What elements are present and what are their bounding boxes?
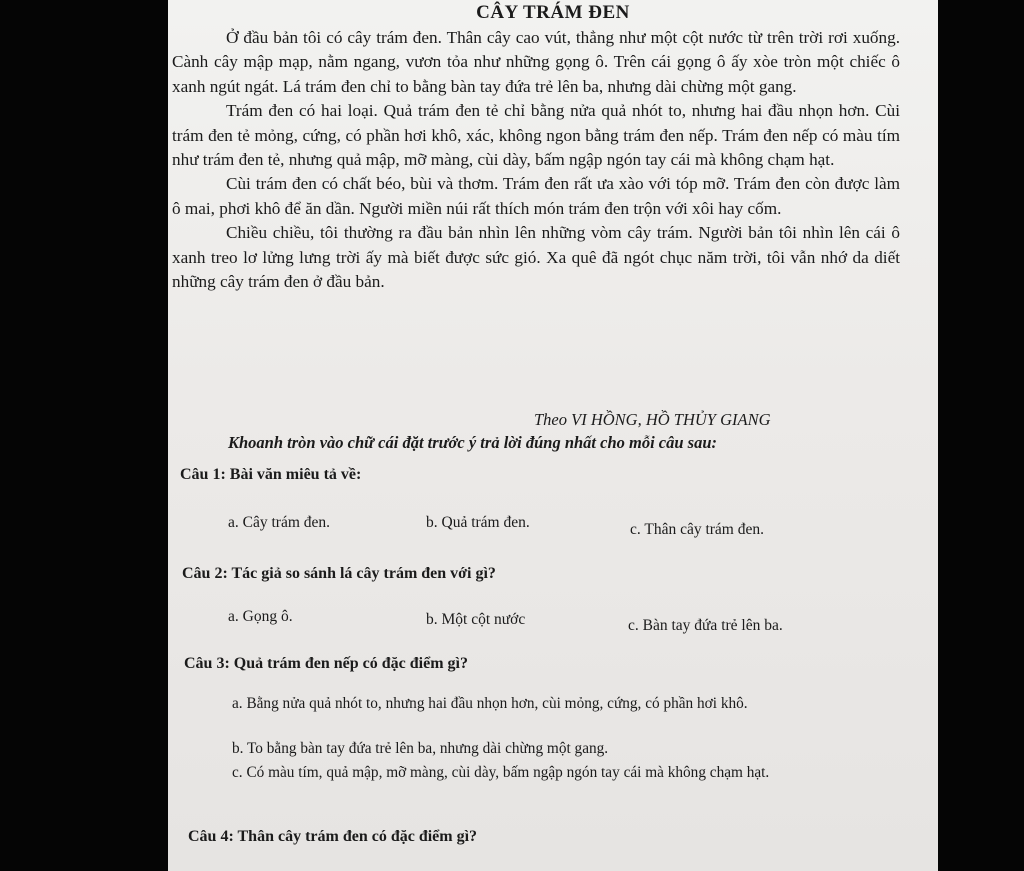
passage-paragraph: Trám đen có hai loại. Quả trám đen tẻ chỉ bằng nửa quả nhót to, nhưng hai đầu nhọn hơn. Cùi trám đen tẻ mỏng, cứng, có phần hơi khô, xác, không ngon bằng trám đen nếp. Trám đen nếp có màu tím như trám đen tẻ, nhưng quả mập, mỡ màng, cùi dày, bấm ngập ngón tay cái mà không chạm hạt. [172,101,900,170]
worksheet-page [168,0,938,871]
question-1-label: Câu 1: Bài văn miêu tả về: [180,466,362,483]
question-3-option-b: b. To bằng bàn tay đứa trẻ lên ba, nhưng dài chừng một gang. [232,740,609,757]
question-3-label: Câu 3: Quả trám đen nếp có đặc điểm gì? [184,655,468,672]
question-4-label: Câu 4: Thân cây trám đen có đặc điểm gì? [188,828,478,845]
question-2-option-c: c. Bàn tay đứa trẻ lên ba. [628,617,783,634]
passage-paragraph: Ở đầu bản tôi có cây trám đen. Thân cây cao vút, thẳng như một cột nước từ trên trời rơi xuống. Cành cây mập mạp, nằm ngang, vươn tỏa như những gọng ô. Trên cái gọng ô ấy xòe tròn một chiếc ô xanh ngút ngát. Lá trám đen chỉ to bằng bàn tay đứa trẻ lên ba, nhưng dài chừng một gang. [172,28,900,96]
question-3-option-a: a. Bằng nửa quả nhót to, nhưng hai đầu nhọn hơn, cùi mỏng, cứng, có phần hơi khô. [232,695,748,712]
question-3-option-c: c. Có màu tím, quả mập, mỡ màng, cùi dày, bấm ngập ngón tay cái mà không chạm hạt. [232,764,770,781]
photo-dark-border-right [938,0,1024,871]
question-1-option-a: a. Cây trám đen. [228,514,331,531]
passage-paragraph: Cùi trám đen có chất béo, bùi và thơm. Trám đen rất ưa xào với tóp mỡ. Trám đen còn được làm ô mai, phơi khô để ăn dần. Người miền núi rất thích món trám đen trộn với xôi hay cốm. [172,174,900,218]
photo-dark-border-left [0,0,168,871]
question-1-option-c: c. Thân cây trám đen. [630,521,764,538]
page-title: CÂY TRÁM ĐEN [476,2,630,23]
passage-paragraph: Chiều chiều, tôi thường ra đầu bản nhìn lên những vòm cây trám. Người bản tôi nhìn lên cái ô xanh treo lơ lửng lưng trời ấy mà biết được sức gió. Xa quê đã ngót chục năm trời, tôi vẫn nhớ da diết những cây trám đen ở đầu bản. [172,223,900,292]
question-2-label: Câu 2: Tác giả so sánh lá cây trám đen với gì? [182,565,496,582]
question-2-option-a: a. Gọng ô. [228,608,293,625]
reading-passage [172,26,900,294]
instruction-text: Khoanh tròn vào chữ cái đặt trước ý trả lời đúng nhất cho mỗi câu sau: [228,433,718,452]
question-2-option-b: b. Một cột nước [426,611,526,628]
question-1-option-b: b. Quả trám đen. [426,514,530,531]
source-attribution: Theo VI HỒNG, HỒ THỦY GIANG [534,410,771,429]
